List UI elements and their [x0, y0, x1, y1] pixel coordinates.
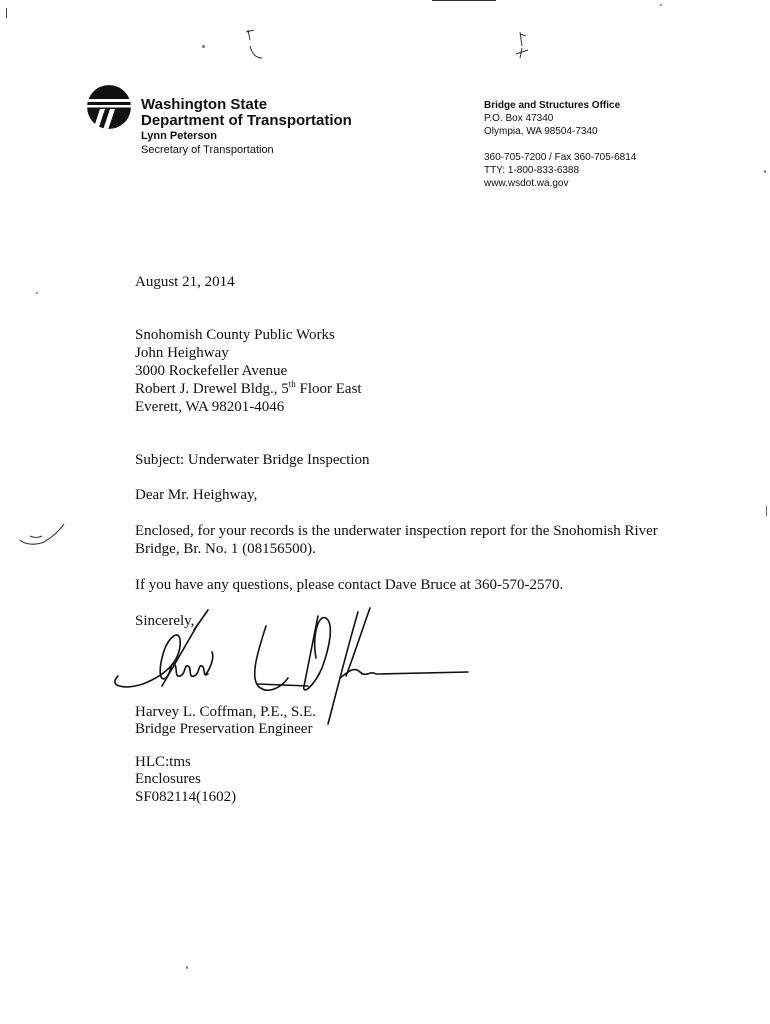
scan-speck: [36, 292, 38, 294]
scan-speck: [202, 45, 205, 48]
recipient-address: [135, 326, 362, 416]
office-website: www.wsdot.wa.gov: [484, 178, 569, 189]
scan-margin-mark: [18, 522, 68, 552]
scan-top-line: [432, 0, 496, 1]
scan-edge-mark: [6, 8, 7, 18]
closing: Sincerely,: [135, 613, 195, 629]
salutation: Dear Mr. Heighway,: [135, 487, 258, 503]
org-name-line2: Department of Transportation: [141, 112, 352, 129]
scan-top-right-mark: [504, 28, 534, 64]
file-reference: SF082114(1602): [135, 789, 237, 805]
secretary-name: Lynn Peterson: [141, 130, 217, 142]
recipient-line-2: John Heighway: [135, 345, 229, 361]
ordinal-suffix: th: [288, 379, 296, 389]
paragraph-1-line-1: Enclosed, for your records is the underwater inspection report for the Snohomish River: [135, 523, 658, 539]
scan-speck: [186, 966, 188, 969]
typist-initials: HLC:tms: [135, 754, 191, 770]
recipient-line-1: Snohomish County Public Works: [135, 327, 335, 343]
signer-name: Harvey L. Coffman, P.E., S.E.: [135, 704, 316, 720]
recipient-line-4-rest: Floor East: [295, 381, 362, 397]
scan-top-mark: [240, 28, 270, 64]
scan-speck: [660, 4, 662, 6]
office-city: Olympia, WA 98504-7340: [484, 126, 598, 137]
scan-edge-mark-right: [766, 506, 767, 516]
subject-line: Subject: Underwater Bridge Inspection: [135, 452, 370, 468]
office-name: Bridge and Structures Office: [484, 100, 621, 111]
paragraph-1-line-2: Bridge, Br. No. 1 (08156500).: [135, 541, 316, 557]
signer-title: Bridge Preservation Engineer: [135, 721, 313, 737]
secretary-title: Secretary of Transportation: [141, 144, 274, 156]
office-phone: 360-705-7200 / Fax 360-705-6814: [484, 152, 637, 163]
recipient-line-5: Everett, WA 98201-4046: [135, 399, 285, 415]
office-po-box: P.O. Box 47340: [484, 113, 554, 124]
wsdot-logo-icon: [86, 84, 132, 130]
body-paragraph-2: If you have any questions, please contact Dave Bruce at 360-570-2570.: [135, 577, 564, 593]
letter-date: August 21, 2014: [135, 274, 235, 290]
body-paragraph-1: [135, 522, 658, 558]
scan-speck: [764, 170, 766, 173]
recipient-line-4-text: Robert J. Drewel Bldg., 5: [135, 381, 289, 397]
recipient-line-4: [135, 380, 362, 398]
recipient-line-3: 3000 Rockefeller Avenue: [135, 363, 288, 379]
org-name-line1: Washington State: [141, 96, 268, 113]
office-tty: TTY: 1-800-833-6388: [484, 165, 580, 176]
enclosures-note: Enclosures: [135, 771, 201, 787]
